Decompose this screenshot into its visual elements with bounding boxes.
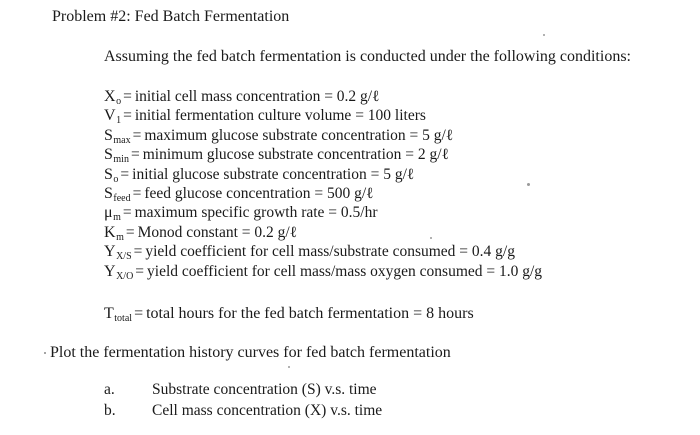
condition-item xyxy=(104,242,542,261)
equals-sign: = xyxy=(123,107,132,125)
condition-subscript: m xyxy=(113,212,121,224)
task-text: Substrate concentration (S) v.s. time xyxy=(152,381,377,398)
condition-description: yield coefficient for cell mass/mass oxygen consumed = 1.0 g/g xyxy=(147,262,543,280)
condition-symbol: X xyxy=(104,88,116,105)
equals-sign: = xyxy=(130,146,140,164)
condition-item xyxy=(104,262,542,281)
scan-speck xyxy=(527,183,530,186)
equals-sign: = xyxy=(132,184,142,202)
condition-description: maximum specific growth rate = 0.5/hr xyxy=(134,204,378,222)
task-item-a xyxy=(104,381,377,399)
problem-title: Problem #2: Fed Batch Fermentation xyxy=(52,8,290,25)
condition-symbol: μ xyxy=(104,204,113,222)
total-time-line xyxy=(104,305,474,323)
total-symbol: T xyxy=(104,305,114,322)
condition-item xyxy=(104,126,542,145)
task-text: Cell mass concentration (X) v.s. time xyxy=(152,402,383,419)
condition-symbol: S xyxy=(104,126,113,144)
equals-sign: = xyxy=(120,165,130,183)
task-item-b xyxy=(104,402,382,420)
condition-subscript: m xyxy=(116,231,124,243)
intro-text: Assuming the fed batch fermentation is conducted under the following conditions: xyxy=(104,48,631,65)
scan-speck xyxy=(430,237,432,239)
equals-sign: = xyxy=(135,262,145,280)
condition-description: Monod constant = 0.2 g/ℓ xyxy=(137,223,298,241)
condition-item xyxy=(104,87,542,106)
condition-description: yield coefficient for cell mass/substrate consumed = 0.4 g/g xyxy=(145,243,515,261)
condition-symbol: Y xyxy=(104,243,116,261)
conditions-list xyxy=(104,87,542,281)
task-marker: a. xyxy=(104,381,115,398)
equals-sign: = xyxy=(133,243,143,261)
condition-symbol: S xyxy=(104,146,113,164)
plot-instruction: Plot the fermentation history curves for fed batch fermentation xyxy=(50,344,451,361)
equals-sign: = xyxy=(122,204,132,222)
equals-sign: = xyxy=(132,126,142,144)
condition-description: initial glucose substrate concentration = 5 g/ℓ xyxy=(132,165,415,183)
condition-description: initial fermentation culture volume = 100 liters xyxy=(134,107,426,125)
condition-symbol: S xyxy=(104,184,113,202)
stray-dot xyxy=(44,352,46,354)
task-marker: b. xyxy=(104,402,116,419)
condition-symbol: S xyxy=(104,165,113,183)
condition-item xyxy=(104,106,542,125)
condition-subscript: feed xyxy=(113,192,131,204)
total-description: total hours for the fed batch fermentation = 8 hours xyxy=(146,305,474,322)
condition-subscript: X/O xyxy=(116,270,134,282)
total-subscript: total xyxy=(114,313,133,324)
condition-subscript: min xyxy=(113,154,129,166)
equals-sign: = xyxy=(125,223,135,241)
condition-subscript: o xyxy=(116,96,122,107)
condition-description: initial cell mass concentration = 0.2 g/ℓ xyxy=(134,88,380,105)
condition-description: feed glucose concentration = 500 g/ℓ xyxy=(144,184,374,202)
condition-description: minimum glucose substrate concentration = 2 g/ℓ xyxy=(142,146,450,164)
equals-sign: = xyxy=(123,88,132,105)
condition-symbol: V xyxy=(104,107,116,125)
scan-speck xyxy=(288,366,290,368)
condition-subscript: X/S xyxy=(116,251,132,263)
condition-subscript: o xyxy=(113,173,119,185)
equals-sign: = xyxy=(134,305,144,322)
condition-item xyxy=(104,184,542,203)
condition-item xyxy=(104,145,542,164)
condition-description: maximum glucose substrate concentration = 5 g/ℓ xyxy=(144,126,454,144)
condition-subscript: max xyxy=(113,134,131,146)
condition-item xyxy=(104,223,542,242)
condition-subscript: 1 xyxy=(116,115,122,127)
condition-symbol: Y xyxy=(104,262,116,280)
condition-symbol: K xyxy=(104,223,116,241)
condition-item xyxy=(104,203,542,222)
condition-item xyxy=(104,165,542,184)
scan-speck xyxy=(543,34,545,36)
